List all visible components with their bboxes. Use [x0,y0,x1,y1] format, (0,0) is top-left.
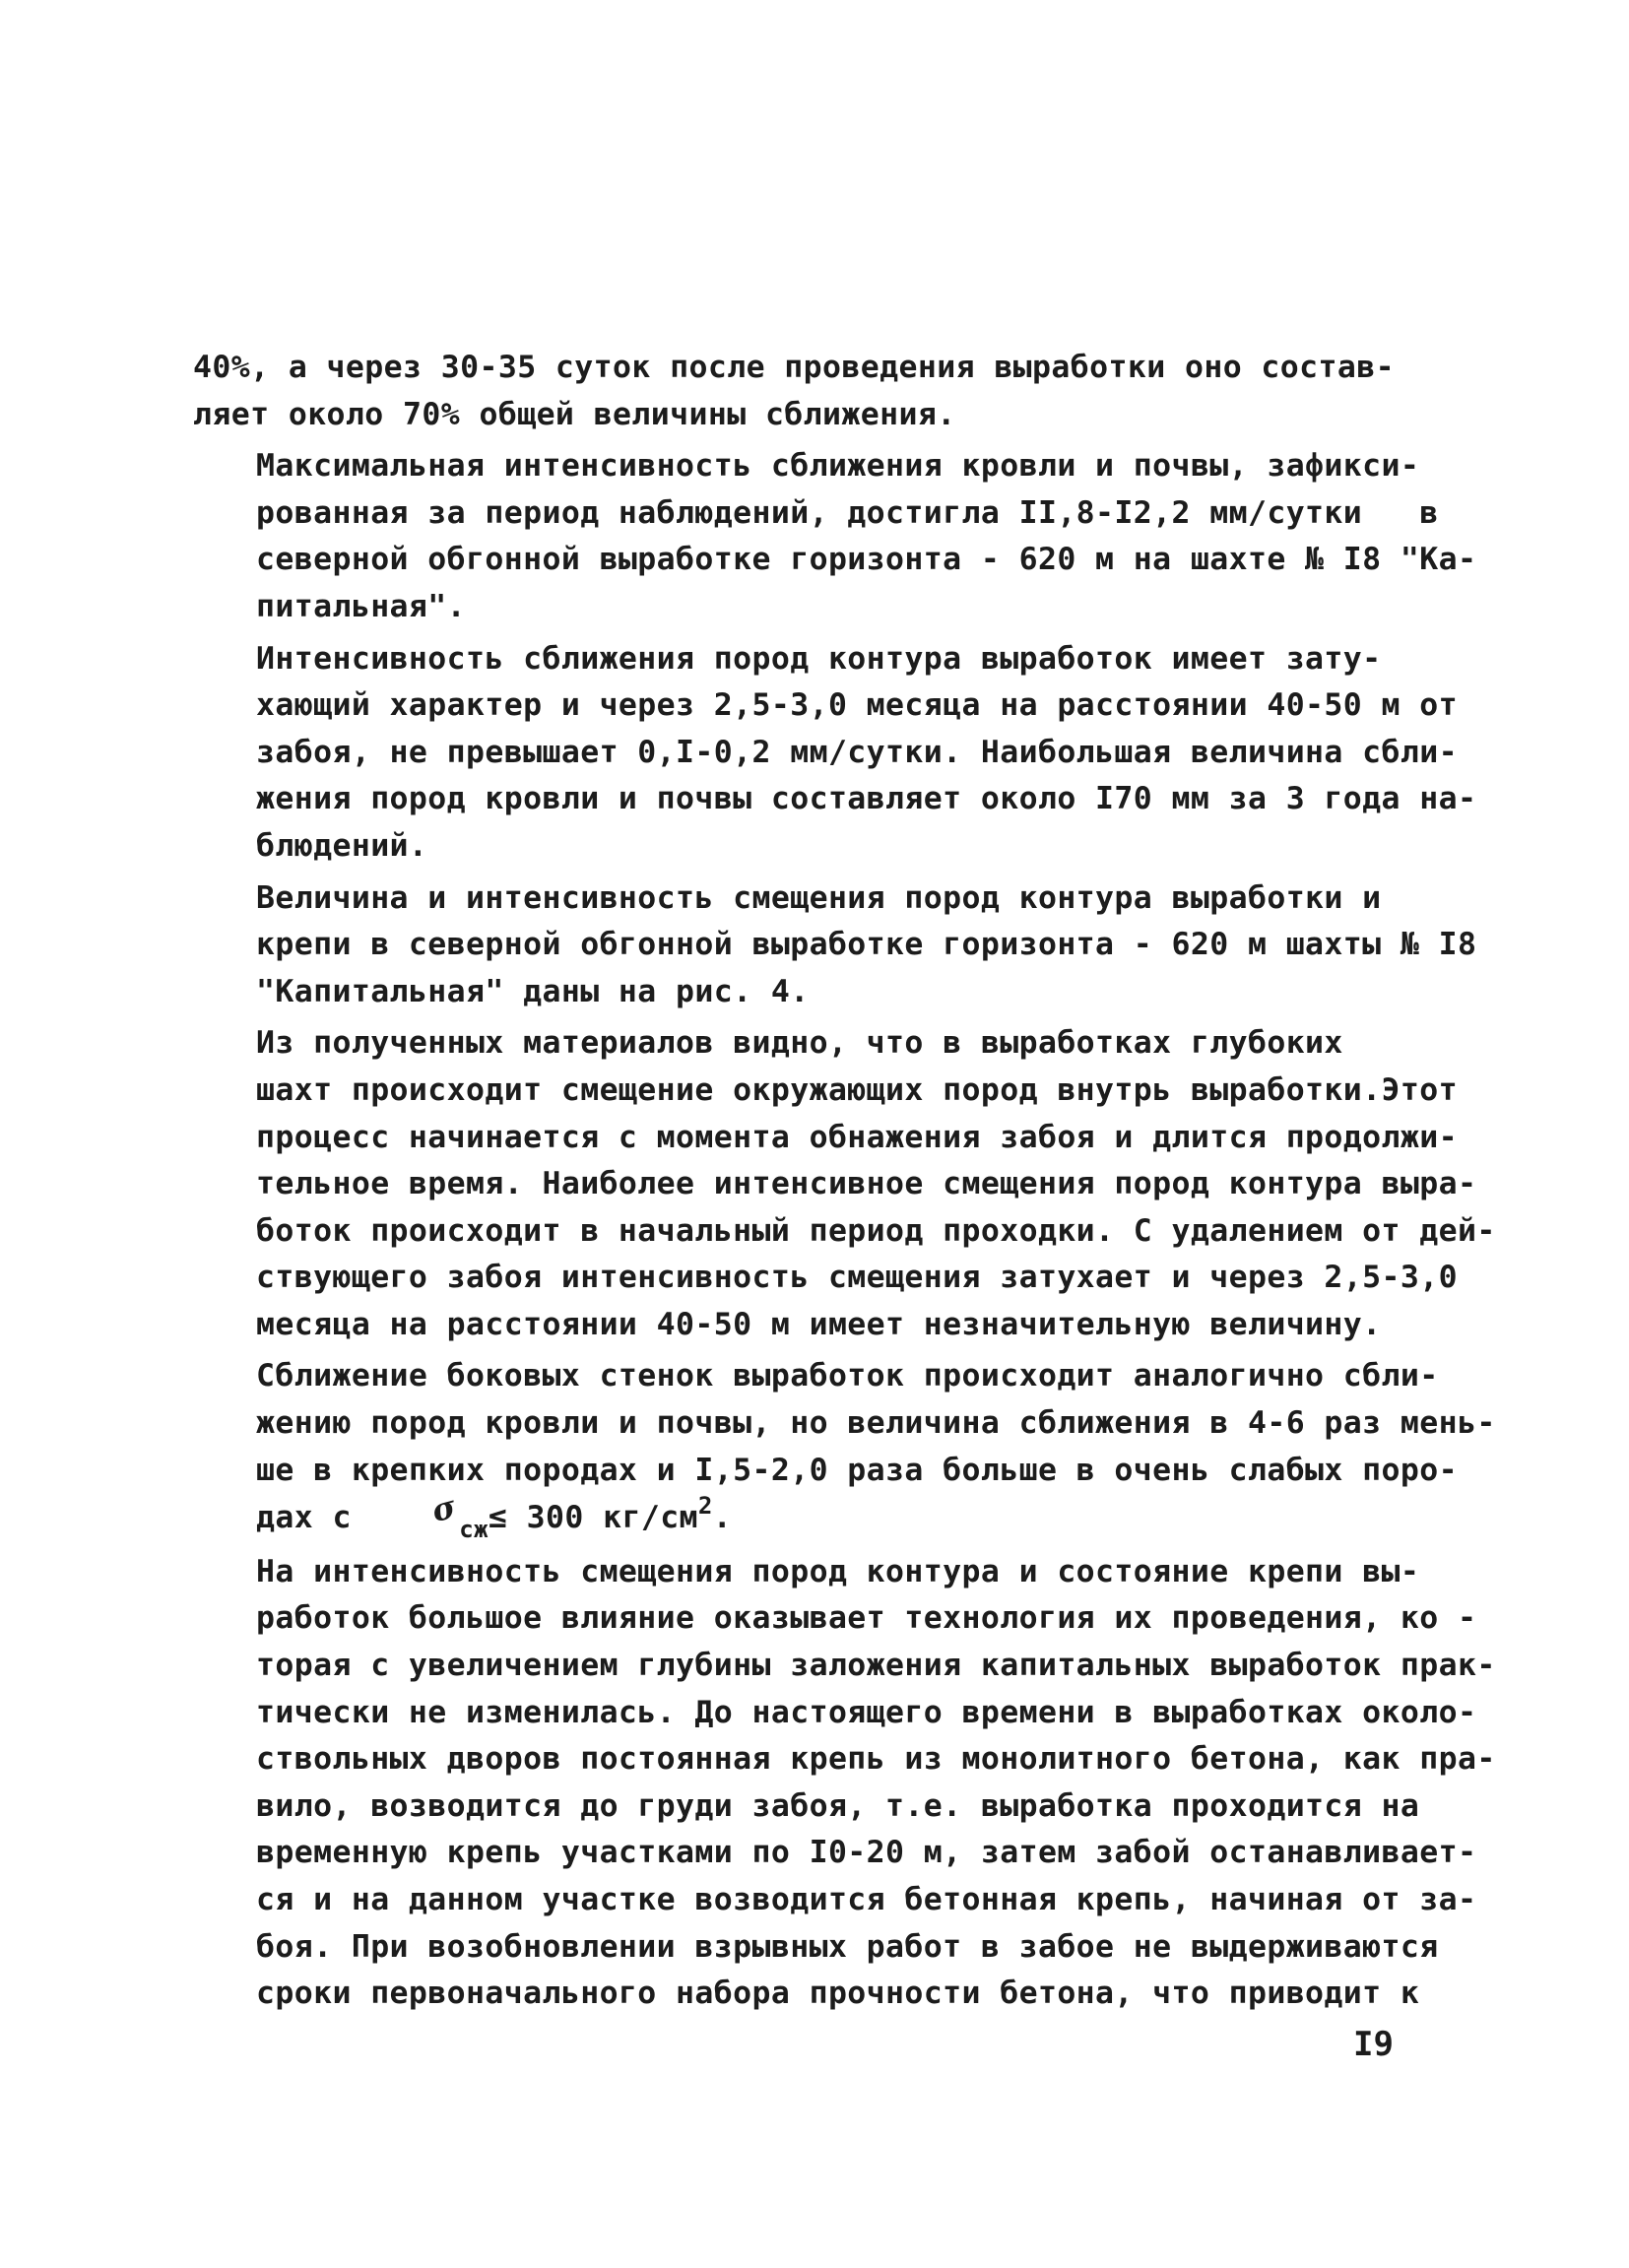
paragraph-2 [193,443,1477,630]
text-line: тельное время. Наиболее интенсивное смещения пород контура выра- [256,1166,1477,1202]
paragraph-1 [193,345,1449,438]
text-line: питальная". [256,588,467,624]
text-line: Сближение боковых стенок выработок происходит аналогично сбли- [256,1358,1439,1394]
paragraph-6 [193,1353,1496,1544]
formula-relation: ≤ 300 кг/см [488,1500,698,1536]
text-line: шахт происходит смещение окружающих пород внутрь выработки.Этот [256,1071,1458,1108]
page-number: I9 [1353,2025,1394,2064]
text-line: ствольных дворов постоянная крепь из монолитного бетона, как пра- [256,1741,1496,1778]
text-line: работок большое влияние оказывает технология их проведения, ко - [256,1600,1477,1637]
text-line: временную крепь участками по I0-20 м, затем забой останавливает- [256,1835,1477,1871]
sigma-subscript: сж [459,1516,489,1544]
text-line: ствующего забоя интенсивность смещения затухает и через 2,5-3,0 [256,1260,1458,1296]
text-line: процесс начинается с момента обнажения забоя и длится продолжи- [256,1119,1458,1155]
text-line: "Капитальная" даны на рис. 4. [256,973,810,1009]
text-line: месяца на расстоянии 40-50 м имеет незначительную величину. [256,1306,1382,1342]
text-line: крепи в северной обгонной выработке горизонта - 620 м шахты № I8 [256,927,1477,963]
unit-superscript: 2 [697,1492,713,1521]
text-line: жению пород кровли и почвы, но величина сближения в 4-6 раз мень- [256,1405,1496,1442]
text-line: На интенсивность смещения пород контура и состояние крепи вы- [256,1553,1420,1589]
text-line: блюдений. [256,827,428,864]
text-line: боя. При возобновлении взрывных работ в забое не выдерживаются [256,1928,1439,1965]
paragraph-3 [193,636,1477,871]
text-line: тически не изменилась. До настоящего времени в выработках около- [256,1694,1477,1730]
paragraph-4 [193,875,1477,1016]
sigma-symbol: σ [427,1487,461,1530]
formula-prefix: дах с [256,1500,371,1536]
text-line: ляет около 70% общей величины сближения. [193,396,956,432]
text-line: боток происходит в начальный период проходки. С удалением от дей- [256,1212,1496,1249]
paragraph-7 [193,1549,1496,2018]
text-line: хающий характер и через 2,5-3,0 месяца на расстоянии 40-50 м от [256,687,1458,724]
text-line: 40%, а через 30-35 суток после проведения выработки оно состав- [193,350,1395,385]
paragraph-5 [193,1020,1496,1348]
text-line: вило, возводится до груди забоя, т.е. выработка проходится на [256,1787,1420,1824]
text-line: забоя, не превышает 0,I-0,2 мм/сутки. Наибольшая величина сбли- [256,734,1458,770]
text-line: Интенсивность сближения пород контура выработок имеет зату- [256,640,1382,677]
text-line: Максимальная интенсивность сближения кровли и почвы, зафикси- [256,448,1420,485]
text-line: сроки первоначального набора прочности бетона, что приводит к [256,1976,1420,2012]
text-line: рованная за период наблюдений, достигла II,8-I2,2 мм/сутки в [256,494,1439,531]
text-line: ше в крепких породах и I,5-2,0 раза больше в очень слабых поро- [256,1452,1458,1488]
text-line: Величина и интенсивность смещения пород контура выработки и [256,879,1382,916]
formula-line [193,1487,1449,1544]
text-line: торая с увеличением глубины заложения капитальных выработок прак- [256,1648,1496,1684]
text-line: жения пород кровли и почвы составляет около I70 мм за 3 года на- [256,781,1477,817]
text-line: ся и на данном участке возводится бетонная крепь, начиная от за- [256,1882,1477,1917]
text-line: северной обгонной выработке горизонта - 620 м на шахте № I8 "Ка- [256,542,1477,578]
formula-suffix: . [712,1500,733,1536]
body-text [193,345,1496,2018]
text-line: Из полученных материалов видно, что в выработках глубоких [256,1025,1343,1062]
